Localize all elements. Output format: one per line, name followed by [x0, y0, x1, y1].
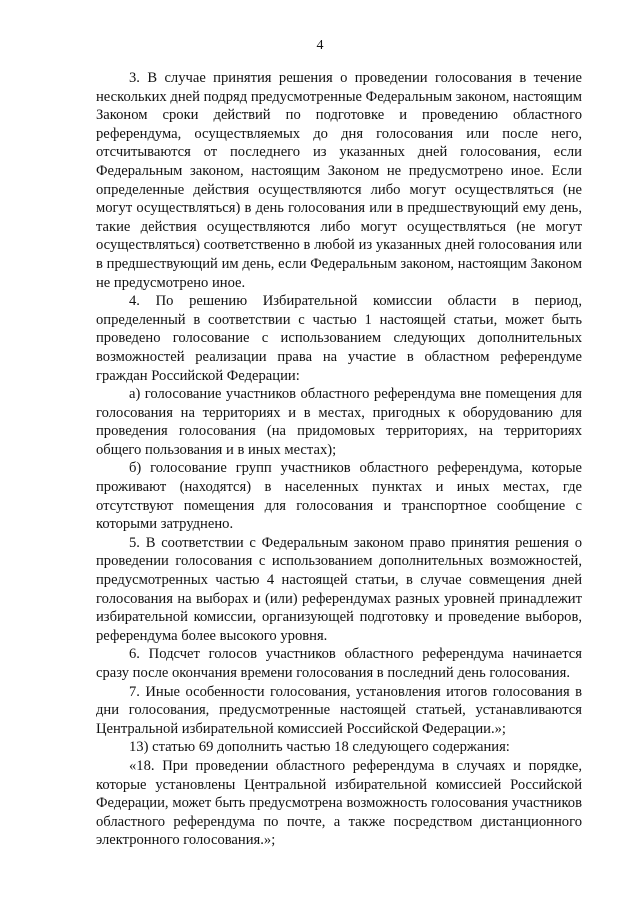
paragraph-part-18: «18. При проведении областного референдума в случаях и порядке, которые установлены Центральной избирательной комиссией Российской Федерации, может быть предусмотрена возможность голосования участников областного референдума по почте, а также посредством дистанционного электронного голосования.»; [96, 757, 582, 849]
page-number: 4 [316, 38, 324, 53]
paragraph-point-6: 6. Подсчет голосов участников областного референдума начинается сразу после окончания времени голосования в последний день голосования. [96, 646, 582, 681]
paragraph-point-4: 4. По решению Избирательной комиссии области в период, определенный в соответствии с частью 1 настоящей статьи, может быть проведено голосование с использованием следующих дополнительных возможностей реализации права на участие в областном референдуме граждан Российской Федерации: [96, 293, 582, 384]
paragraph-point-3: 3. В случае принятия решения о проведении голосования в течение нескольких дней подряд предусмотренные Федеральным законом, настоящим Законом сроки действий по подготовке и проведению областного референдума, осуществляемых до дня голосования или после него, отсчитываются от последнего из указанных дней голосования, если Федеральным законом, настоящим Законом не предусмотрено иное. Если определенные действия осуществляются либо могут осуществляться (не могут осуществляться) в день голосования или в предшествующий ему день, такие действия осуществляются либо могут осуществляться (не могут осуществляться) соответственно в любой из указанных дней голосования или в предшествующий им день, если Федеральным законом, настоящим Законом не предусмотрено иное. [96, 70, 582, 291]
paragraph-point-7: 7. Иные особенности голосования, установления итогов голосования в дни голосования, предусмотренные настоящей статьей, устанавливаются Центральной избирательной комиссией Российской Федерации.»; [96, 683, 582, 737]
paragraph-subpoint-b: б) голосование групп участников областного референдума, которые проживают (находятся) в населенных пунктах и иных местах, где отсутствуют помещения для голосования и транспортное сообщение с которыми затруднено. [96, 460, 582, 533]
document-body [96, 69, 582, 850]
paragraph-subpoint-a: а) голосование участников областного референдума вне помещения для голосования на территориях и в местах, пригодных к оборудованию для проведения голосования (на придомовых территориях, на территориях общего пользования и в иных местах); [96, 386, 582, 458]
paragraph-item-13: 13) статью 69 дополнить частью 18 следующего содержания: [129, 739, 510, 756]
paragraph-point-5: 5. В соответствии с Федеральным законом право принятия решения о проведении голосования с использованием дополнительных возможностей, предусмотренных частью 4 настоящей статьи, в случае совмещения дней голосования на выборах и (или) референдумах разных уровней принадлежит избирательной комиссии, организующей подготовку и проведение выборов, референдума более высокого уровня. [96, 534, 582, 644]
